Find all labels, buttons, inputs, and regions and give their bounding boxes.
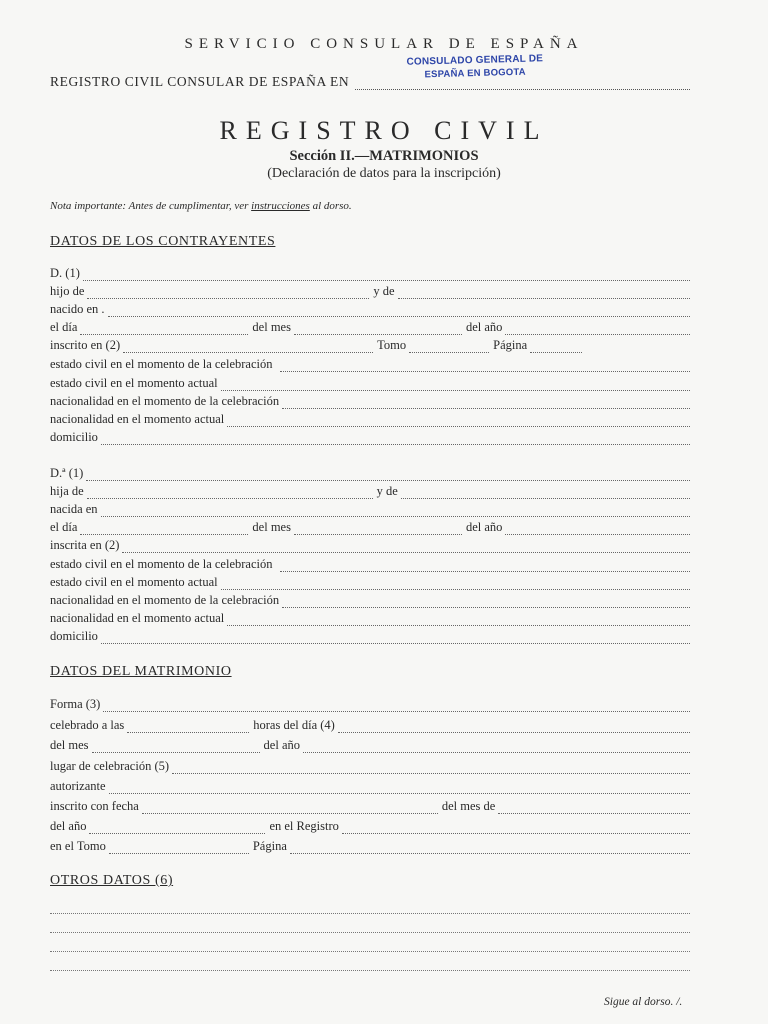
groom-birthplace-row [50, 299, 690, 317]
page-title: REGISTRO CIVIL [219, 116, 549, 145]
in-registry-label: en el Registro [269, 819, 339, 833]
instructions-link[interactable]: instrucciones [251, 200, 310, 212]
bride-civil-status-current-row [50, 572, 690, 590]
bride-nationality-current-label: nacionalidad en el momento actual [50, 611, 225, 625]
bride-birthdate-row [50, 517, 690, 535]
forma-label: Forma (3) [50, 697, 101, 711]
groom-pagina-label: Página [493, 338, 528, 352]
forma-row [50, 694, 690, 712]
groom-birthplace-field[interactable] [108, 306, 691, 317]
groom-name-row [50, 263, 690, 281]
authorizer-row [50, 776, 690, 794]
celebration-year-label: del año [263, 738, 300, 752]
bride-month-label: del mes [252, 520, 291, 534]
note-suffix: al dorso. [312, 200, 352, 212]
bride-registered-label: inscrita en (2) [50, 538, 120, 552]
celebration-month-field[interactable] [92, 742, 260, 753]
tomo-row [50, 836, 690, 854]
bride-nationality-celebration-row [50, 590, 690, 608]
bride-year-label: del año [465, 520, 503, 534]
bride-mother-label: y de [376, 484, 398, 498]
groom-month-label: del mes [252, 320, 291, 334]
registry-row [50, 816, 690, 834]
groom-month-field[interactable] [294, 324, 462, 335]
celebration-place-label: lugar de celebración (5) [50, 759, 170, 773]
bride-father-field[interactable] [87, 488, 373, 499]
bride-day-label: el día [50, 520, 78, 534]
celebration-year-field[interactable] [303, 742, 690, 753]
authorizer-label: autorizante [50, 779, 106, 793]
authorizer-field[interactable] [109, 783, 690, 794]
marriage-tomo-field[interactable] [109, 843, 249, 854]
groom-pagina-field[interactable] [530, 342, 582, 353]
bride-civil-status-current-label: estado civil en el momento actual [50, 575, 218, 589]
celebration-day-field[interactable] [338, 722, 690, 733]
bride-civil-status-celebration-row [50, 554, 690, 572]
registry-field[interactable] [342, 823, 690, 834]
otros-heading: OTROS DATOS (6) [50, 873, 174, 888]
stamp-line-2: ESPAÑA EN BOGOTA [424, 66, 526, 81]
groom-address-field[interactable] [101, 434, 690, 445]
groom-registered-label: inscrito en (2) [50, 338, 121, 352]
bride-month-field[interactable] [294, 524, 462, 535]
groom-day-field[interactable] [80, 324, 248, 335]
groom-address-label: domicilio [50, 430, 98, 444]
groom-civil-status-current-field[interactable] [221, 380, 690, 391]
note-prefix: Nota importante: Antes de cumplimentar, ver [50, 200, 249, 212]
continue-overleaf: Sigue al dorso. /. [604, 996, 683, 1008]
other-data-line-4[interactable] [50, 969, 690, 971]
groom-father-label: hijo de [50, 284, 85, 298]
groom-nationality-current-row [50, 409, 690, 427]
registry-label: REGISTRO CIVIL CONSULAR DE ESPAÑA EN [50, 74, 350, 89]
matrimonio-heading: DATOS DEL MATRIMONIO [50, 664, 232, 679]
groom-name-field[interactable] [83, 270, 690, 281]
groom-mother-label: y de [373, 284, 395, 298]
other-data-line-1[interactable] [50, 912, 690, 914]
registration-month-label: del mes de [441, 799, 496, 813]
bride-name-field[interactable] [86, 470, 690, 481]
bride-civil-status-celebration-label: estado civil en el momento de la celebración [50, 557, 273, 571]
other-data-line-2[interactable] [50, 931, 690, 933]
section-title: Sección II.—MATRIMONIOS [289, 148, 479, 164]
bride-nationality-celebration-label: nacionalidad en el momento de la celebración [50, 593, 280, 607]
groom-registered-row [50, 335, 690, 353]
section-subtitle: (Declaración de datos para la inscripción) [267, 166, 501, 181]
bride-civil-status-celebration-field[interactable] [280, 561, 690, 572]
groom-day-label: el día [50, 320, 78, 334]
groom-nationality-current-label: nacionalidad en el momento actual [50, 412, 225, 426]
groom-name-label: D. (1) [50, 266, 80, 280]
groom-civil-status-current-label: estado civil en el momento actual [50, 376, 218, 390]
groom-nationality-current-field[interactable] [227, 416, 690, 427]
bride-parents-row [50, 481, 690, 499]
groom-registered-field[interactable] [123, 342, 373, 353]
celebration-place-field[interactable] [172, 763, 690, 774]
bride-nationality-celebration-field[interactable] [282, 597, 690, 608]
bride-birthplace-field[interactable] [101, 506, 690, 517]
groom-birthdate-row [50, 317, 690, 335]
hours-of-day-label: horas del día (4) [253, 718, 335, 732]
groom-nationality-celebration-field[interactable] [282, 398, 690, 409]
stamp-line-1: CONSULADO GENERAL DE [406, 53, 544, 68]
bride-day-field[interactable] [80, 524, 248, 535]
bride-address-field[interactable] [101, 633, 690, 644]
bride-registered-row [50, 535, 690, 553]
celebrated-at-label: celebrado a las [50, 718, 125, 732]
service-title: SERVICIO CONSULAR DE ESPAÑA [184, 36, 584, 52]
groom-year-field[interactable] [505, 324, 690, 335]
registration-date-field[interactable] [142, 803, 438, 814]
celebration-place-row [50, 756, 690, 774]
celebration-time-row [50, 715, 690, 733]
groom-father-field[interactable] [87, 288, 369, 299]
forma-field[interactable] [103, 701, 690, 712]
bride-address-label: domicilio [50, 629, 98, 643]
groom-nationality-celebration-row [50, 391, 690, 409]
bride-civil-status-current-field[interactable] [221, 579, 690, 590]
groom-address-row [50, 427, 690, 445]
registration-month-field[interactable] [498, 803, 690, 814]
bride-name-label: D.ª (1) [50, 466, 84, 480]
groom-birthplace-label: nacido en . [50, 302, 105, 316]
groom-civil-status-celebration-row [50, 354, 690, 372]
contrayentes-heading: DATOS DE LOS CONTRAYENTES [50, 234, 276, 249]
marriage-tomo-label: en el Tomo [50, 839, 106, 853]
groom-tomo-field[interactable] [409, 342, 489, 353]
groom-year-label: del año [465, 320, 503, 334]
celebration-date-row [50, 735, 690, 753]
bride-nationality-current-row [50, 608, 690, 626]
marriage-pagina-field[interactable] [290, 843, 690, 854]
groom-civil-status-celebration-label: estado civil en el momento de la celebración [50, 357, 273, 371]
other-data-line-3[interactable] [50, 950, 690, 952]
bride-father-label: hija de [50, 484, 84, 498]
bride-nationality-current-field[interactable] [227, 615, 690, 626]
registration-date-label: inscrito con fecha [50, 799, 139, 813]
registration-year-label: del año [50, 819, 87, 833]
registration-year-field[interactable] [89, 823, 265, 834]
groom-mother-field[interactable] [398, 288, 690, 299]
bride-mother-field[interactable] [401, 488, 690, 499]
groom-civil-status-celebration-field[interactable] [280, 361, 690, 372]
marriage-pagina-label: Página [252, 839, 287, 853]
groom-nationality-celebration-label: nacionalidad en el momento de la celebración [50, 394, 280, 408]
groom-civil-status-current-row [50, 373, 690, 391]
groom-parents-row [50, 281, 690, 299]
important-note [50, 200, 352, 212]
consulate-stamp [405, 52, 546, 82]
registration-date-row [50, 796, 690, 814]
groom-tomo-label: Tomo [377, 338, 407, 352]
registry-line [50, 74, 690, 90]
bride-name-row [50, 463, 690, 481]
celebration-month-label: del mes [50, 738, 89, 752]
bride-year-field[interactable] [505, 524, 690, 535]
bride-birthplace-label: nacida en [50, 502, 98, 516]
bride-birthplace-row [50, 499, 690, 517]
celebration-hour-field[interactable] [127, 722, 249, 733]
bride-address-row [50, 626, 690, 644]
bride-registered-field[interactable] [122, 542, 690, 553]
